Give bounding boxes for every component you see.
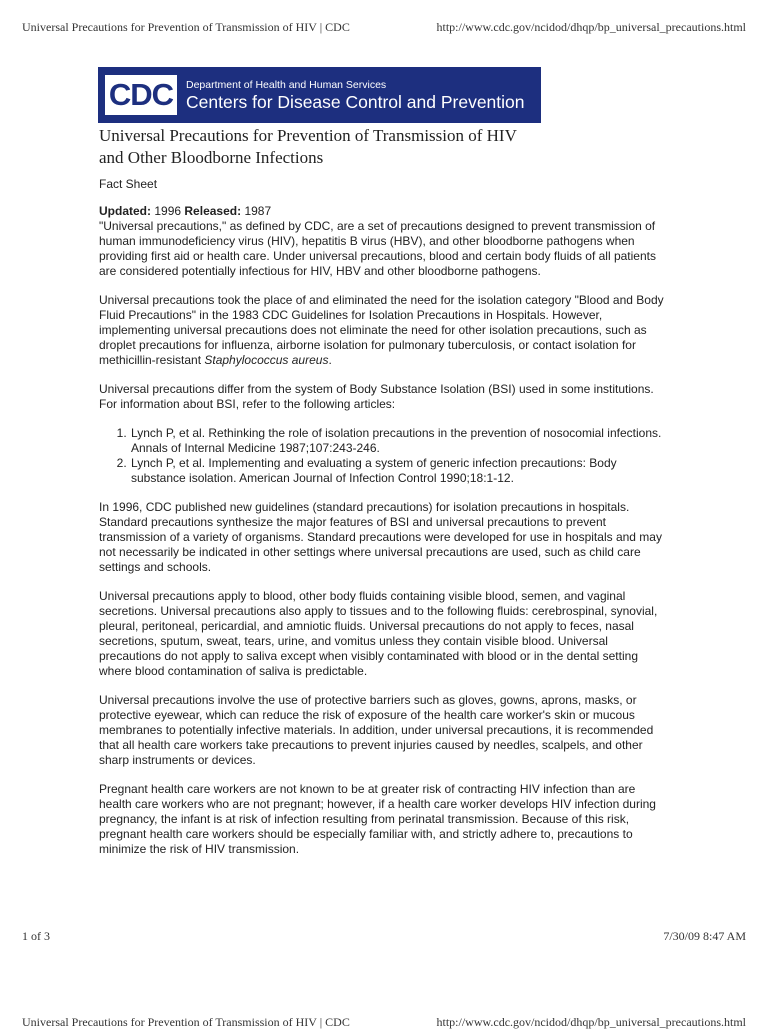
banner-department: Department of Health and Human Services	[186, 78, 387, 91]
released-label: Released:	[184, 204, 242, 218]
paragraph-definition: "Universal precautions," as defined by CDC, are a set of precautions designed to prevent transmission of human immunodeficiency virus (HIV), hepatitis B virus (HBV), and other bloodborne pathogens when providing first aid or health care. Under universal precautions, blood and certain body fluids of all patients are considered potentially infectious for HIV, HBV and other bloodborne pathogens.	[99, 219, 656, 278]
banner-agency: Centers for Disease Control and Prevention	[186, 91, 525, 112]
paragraph-history-text: Universal precautions took the place of and eliminated the need for the isolation category "Blood and Body Fluid Precautions" in the 1983 CDC Guidelines for Isolation Precautions in Hospitals. However, implementing universal precautions does not eliminate the need for other isolation precautions, such as droplet precautions for influenza, airborne isolation for pulmonary tuberculosis, or contact isolation for methicillin-resistant	[99, 293, 664, 367]
date-info	[99, 204, 671, 219]
paragraph-history	[99, 293, 671, 368]
print-header	[22, 20, 746, 35]
page-number: 1 of 3	[22, 929, 50, 943]
next-page-header-title: Universal Precautions for Prevention of Transmission of HIV | CDC	[22, 1015, 350, 1029]
fact-sheet-label: Fact Sheet	[99, 177, 158, 191]
print-datetime: 7/30/09 8:47 AM	[663, 929, 746, 943]
page-title	[99, 125, 671, 169]
next-page-header	[22, 1015, 746, 1030]
banner-text	[186, 79, 525, 112]
organism-name: Staphylococcus aureus	[204, 353, 329, 367]
next-page-header-url: http://www.cdc.gov/ncidod/dhqp/bp_universal_precautions.html	[436, 1015, 746, 1029]
article	[99, 125, 671, 871]
page-title-line1: Universal Precautions for Prevention of Transmission of HIV	[99, 126, 517, 145]
released-value: 1987	[244, 204, 272, 218]
paragraph-protective-barriers: Universal precautions involve the use of protective barriers such as gloves, gowns, aprons, masks, or protective eyewear, which can reduce the risk of exposure of the health care worker's skin or mucous membranes to potentially infective materials. In addition, under universal precautions, it is recommended that all health care workers take precautions to prevent injuries caused by needles, scalpels, and other sharp instruments or devices.	[99, 693, 654, 767]
paragraph-bsi: Universal precautions differ from the system of Body Substance Isolation (BSI) used in some institutions. For information about BSI, refer to the following articles:	[99, 382, 654, 411]
print-footer	[22, 929, 746, 944]
paragraph-applicable-fluids: Universal precautions apply to blood, other body fluids containing visible blood, semen, and vaginal secretions. Universal precautions also apply to tissues and to the following fluids: cerebrospinal, synovial, pleural, peritoneal, pericardial, and amniotic fluids. Universal precautions do not apply to feces, nasal secretions, sputum, sweat, tears, urine, and vomitus unless they contain visible blood. Universal precautions do not apply to saliva except when visibly contaminated with blood or in the dental setting where blood contamination of saliva is predictable.	[99, 589, 658, 678]
updated-label: Updated:	[99, 204, 151, 218]
cdc-banner[interactable]	[98, 67, 541, 123]
paragraph-history-end: .	[328, 353, 332, 367]
reference-item: 1. Lynch P, et al. Rethinking the role of isolation precautions in the prevention of nosocomial infections. Annals of Internal Medicine 1987;107:243-246.	[130, 426, 671, 456]
print-header-title: Universal Precautions for Prevention of Transmission of HIV | CDC	[22, 20, 350, 34]
page-title-line2: and Other Bloodborne Infections	[99, 148, 324, 167]
reference-item: 2. Lynch P, et al. Implementing and evaluating a system of generic infection precautions: Body substance isolation. American Journal of Infection Control 1990;18:1-12.	[130, 456, 671, 486]
paragraph-pregnant-workers: Pregnant health care workers are not known to be at greater risk of contracting HIV infection than are health care workers who are not pregnant; however, if a health care worker develops HIV infection during pregnancy, the infant is at risk of infection resulting from perinatal transmission. Because of this risk, pregnant health care workers should be especially familiar with, and strictly adhere to, precautions to minimize the risk of HIV transmission.	[99, 782, 656, 856]
print-header-url: http://www.cdc.gov/ncidod/dhqp/bp_universal_precautions.html	[436, 20, 746, 34]
updated-value: 1996	[154, 204, 182, 218]
reference-list	[99, 426, 671, 486]
paragraph-standard-precautions: In 1996, CDC published new guidelines (standard precautions) for isolation precautions in hospitals. Standard precautions synthesize the major features of BSI and universal precautions to prevent transmission of a variety of organisms. Standard precautions were developed for use in hospitals and may not necessarily be indicated in other settings where universal precautions are used, such as child care settings and schools.	[99, 500, 662, 574]
cdc-logo[interactable]: CDC	[105, 75, 177, 115]
